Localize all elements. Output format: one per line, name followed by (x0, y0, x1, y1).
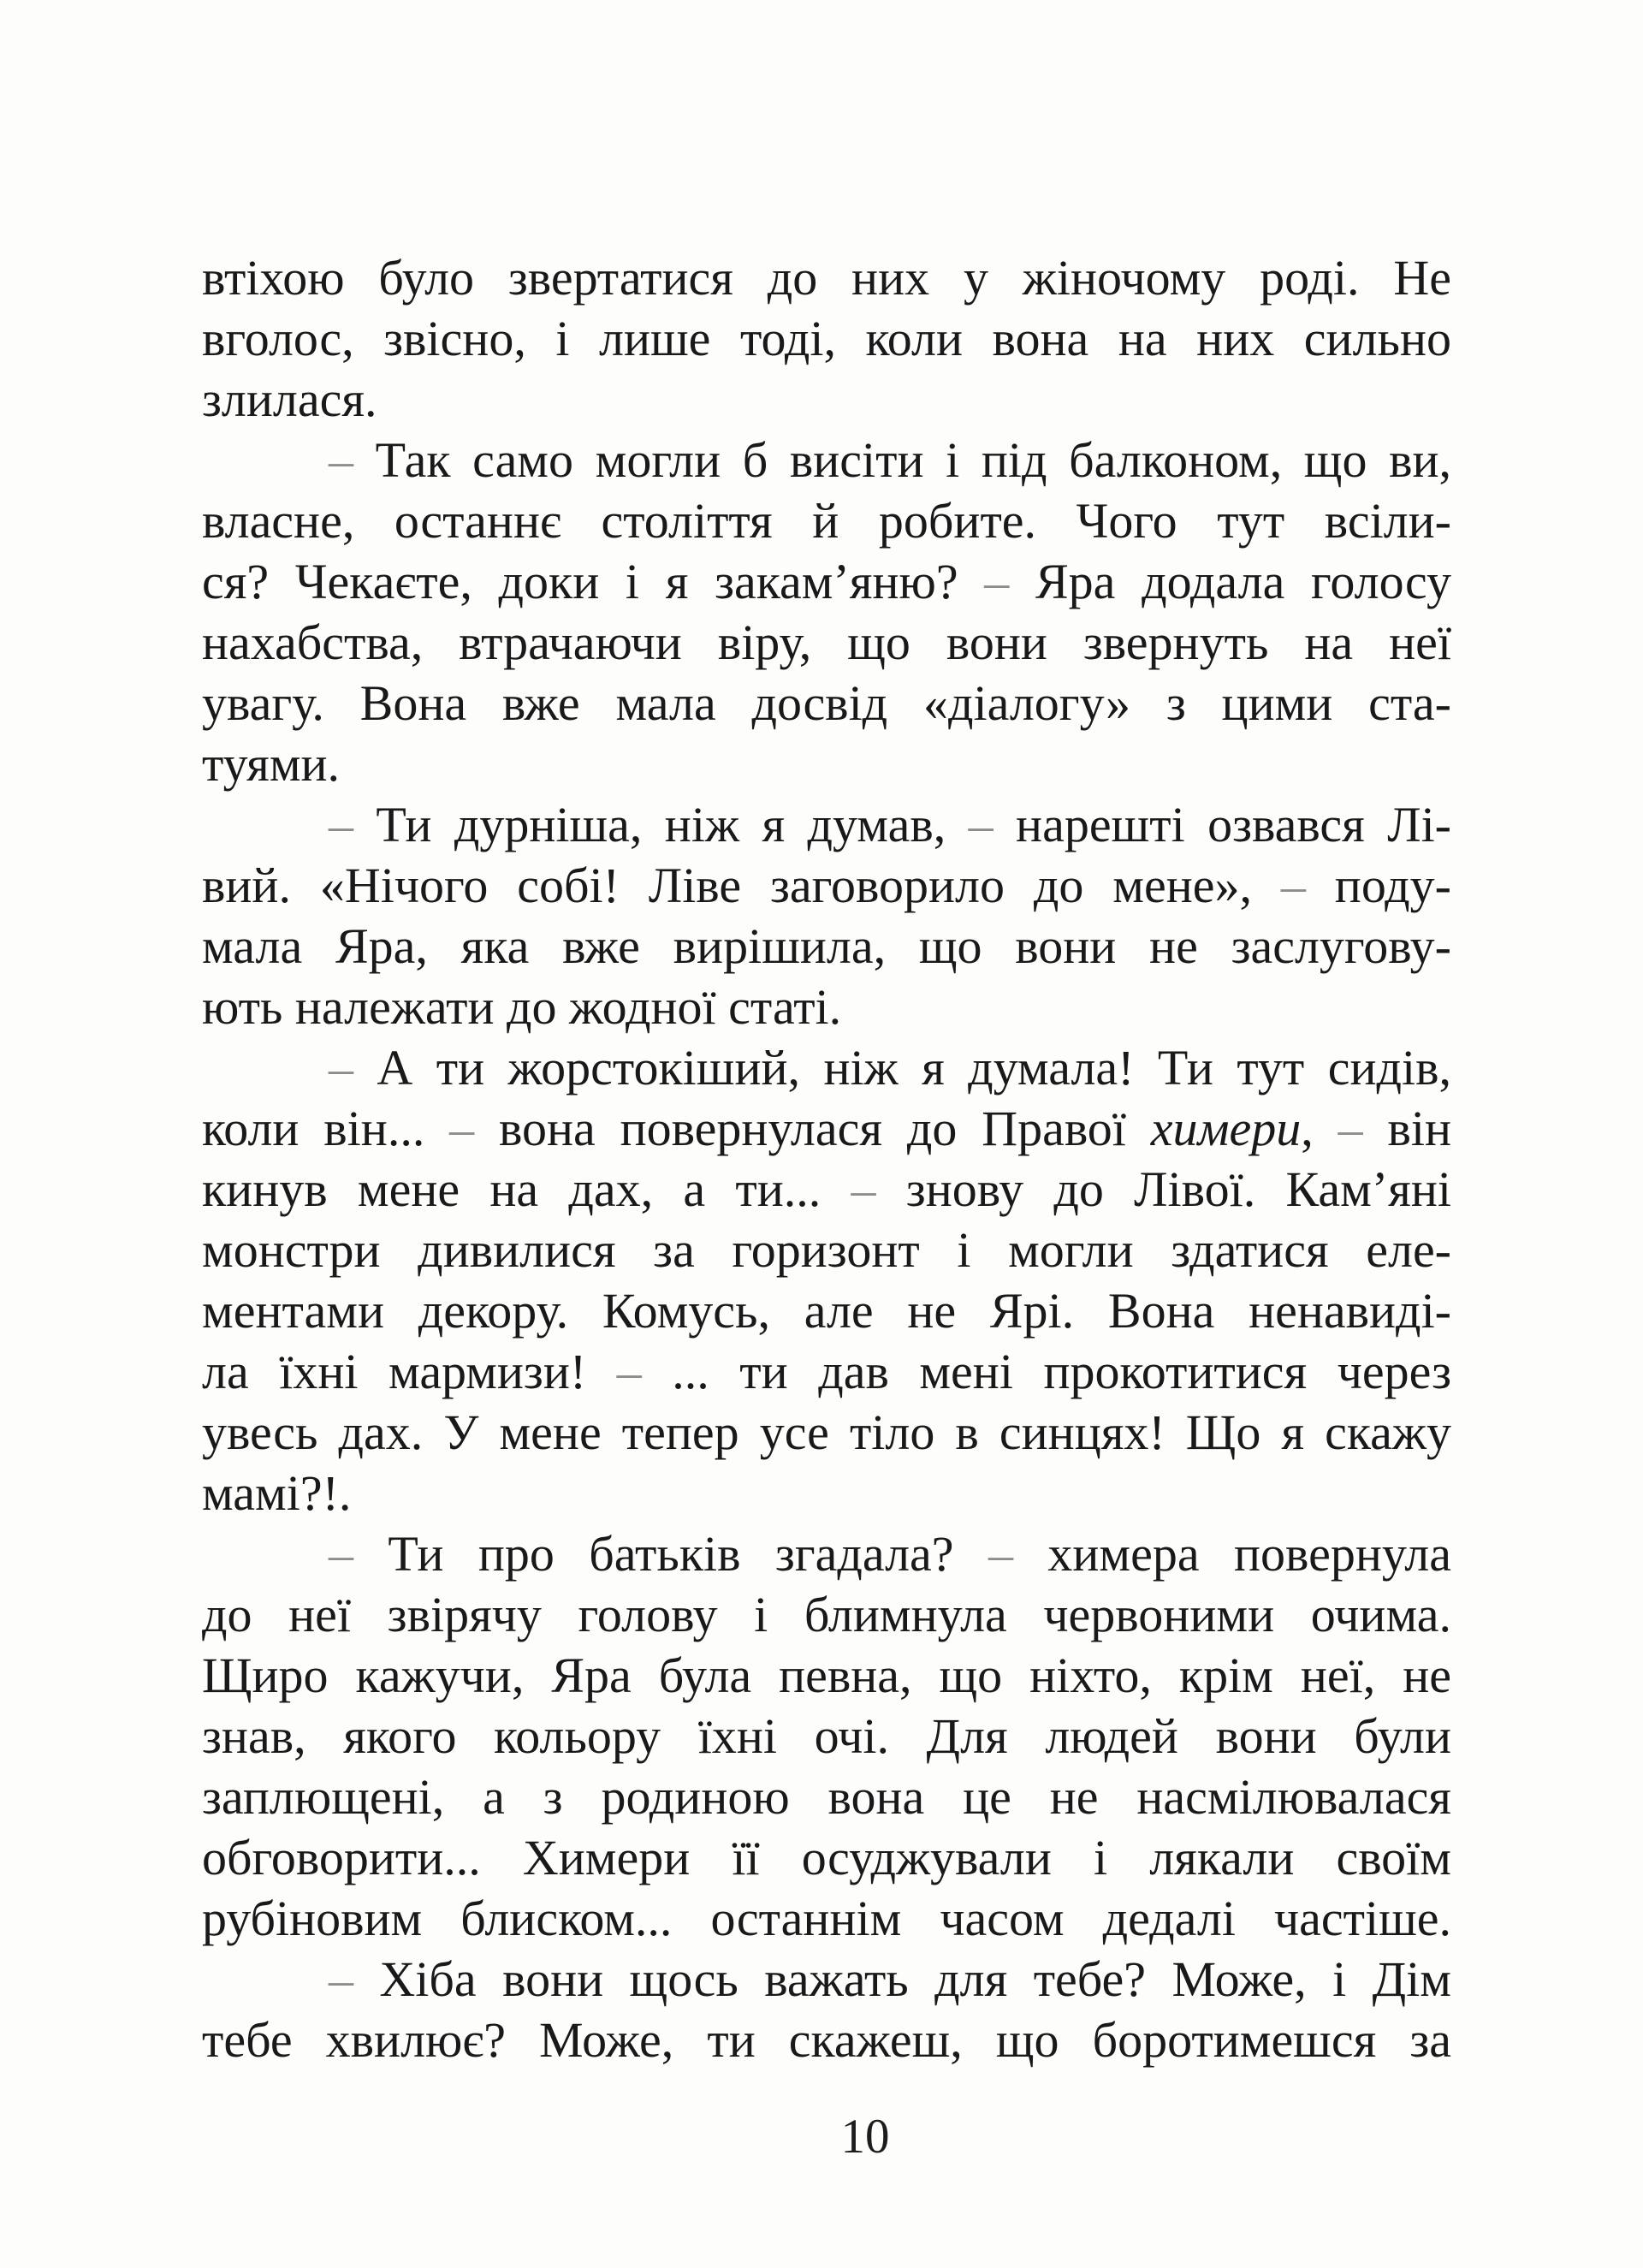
em-dash: – (329, 1951, 353, 2007)
text-line: ла їхні мармизи! – ... ти дав мені прокотитися через (202, 1344, 1451, 1399)
text-line: вий. «Нічого собі! Ліве заговорило до мене», – поду- (202, 858, 1451, 913)
text-line: ся? Чекаєте, доки і я закамʼяню? – Яра додала голосу (202, 554, 1452, 609)
text-line: туями. (202, 736, 341, 792)
em-dash: – (329, 1040, 353, 1095)
em-dash: – (1338, 1101, 1363, 1156)
em-dash: – (329, 797, 353, 852)
text-line: мамі?!. (202, 1465, 352, 1521)
paragraph (202, 794, 1451, 1037)
em-dash: – (968, 797, 994, 852)
em-dash: – (984, 554, 1010, 609)
text-line: – Ти дурніша, ніж я думав, – нарешті озвався Лі- (329, 797, 1451, 852)
text-line: ють належати до жодної статі. (202, 979, 842, 1035)
paragraph (202, 1037, 1451, 1523)
text-line: коли він... – вона повернулася до Правої химери, – він (202, 1101, 1451, 1156)
em-dash: – (851, 1161, 876, 1217)
text-line: ментами декору. Комусь, але не Ярі. Вона ненавиді- (202, 1283, 1451, 1339)
text-line: мала Яра, яка вже вирішила, що вони не заслугову- (202, 918, 1451, 974)
paragraph (202, 247, 1451, 430)
text-line: нахабства, втрачаючи віру, що вони звернуть на неї (202, 614, 1451, 670)
text-line: власне, останнє століття й робите. Чого тут всіли- (202, 493, 1451, 549)
text-line: рубіновим блиском... останнім часом дедалі частіше. (202, 1891, 1451, 1946)
em-dash: – (329, 432, 353, 488)
text-line: втіхою було звертатися до них у жіночому роді. Не (202, 250, 1451, 306)
text-line: – Ти про батьків згадала? – химера повернула (329, 1526, 1451, 1582)
text-line: заплющені, а з родиною вона це не насмілювалася (202, 1769, 1451, 1825)
text-line: обговорити... Химери її осуджували і лякали своїм (202, 1830, 1451, 1885)
page-number: 10 (840, 2110, 890, 2164)
paragraph (202, 430, 1451, 794)
em-dash: – (449, 1101, 475, 1156)
text-line: знав, якого кольору їхні очі. Для людей вони були (202, 1708, 1451, 1764)
italic-word: химери (1150, 1101, 1302, 1156)
text-line: – Так само могли б висіти і під балконом, що ви, (329, 432, 1451, 488)
text-block (202, 247, 1451, 2070)
text-line: – Хіба вони щось важать для тебе? Може, і Дім (329, 1951, 1451, 2007)
text-line: тебе хвилює? Може, ти скажеш, що боротимешся за (202, 2012, 1451, 2068)
text-line: вголос, звісно, і лише тоді, коли вона на них сильно (202, 311, 1451, 366)
em-dash: – (329, 1526, 353, 1582)
em-dash: – (988, 1526, 1013, 1582)
paragraph (202, 1949, 1451, 2070)
em-dash: – (616, 1344, 642, 1399)
text-line: – А ти жорстокіший, ніж я думала! Ти тут сидів, (329, 1040, 1451, 1095)
paragraph (202, 1523, 1451, 1949)
text-line: монстри дивилися за горизонт і могли здатися еле- (202, 1222, 1451, 1278)
text-line: кинув мене на дах, а ти... – знову до Лівої. Камʼяні (202, 1161, 1451, 1217)
text-line: увесь дах. У мене тепер усе тіло в синцях! Що я скажу (202, 1404, 1451, 1460)
text-line: злилася. (202, 371, 377, 427)
text-line: увагу. Вона вже мала досвід «діалогу» з цими ста- (202, 675, 1451, 731)
text-line: до неї звірячу голову і блимнула червоними очима. (202, 1587, 1451, 1642)
text-line: Щиро кажучи, Яра була певна, що ніхто, крім неї, не (202, 1648, 1451, 1703)
em-dash: – (1280, 858, 1306, 913)
